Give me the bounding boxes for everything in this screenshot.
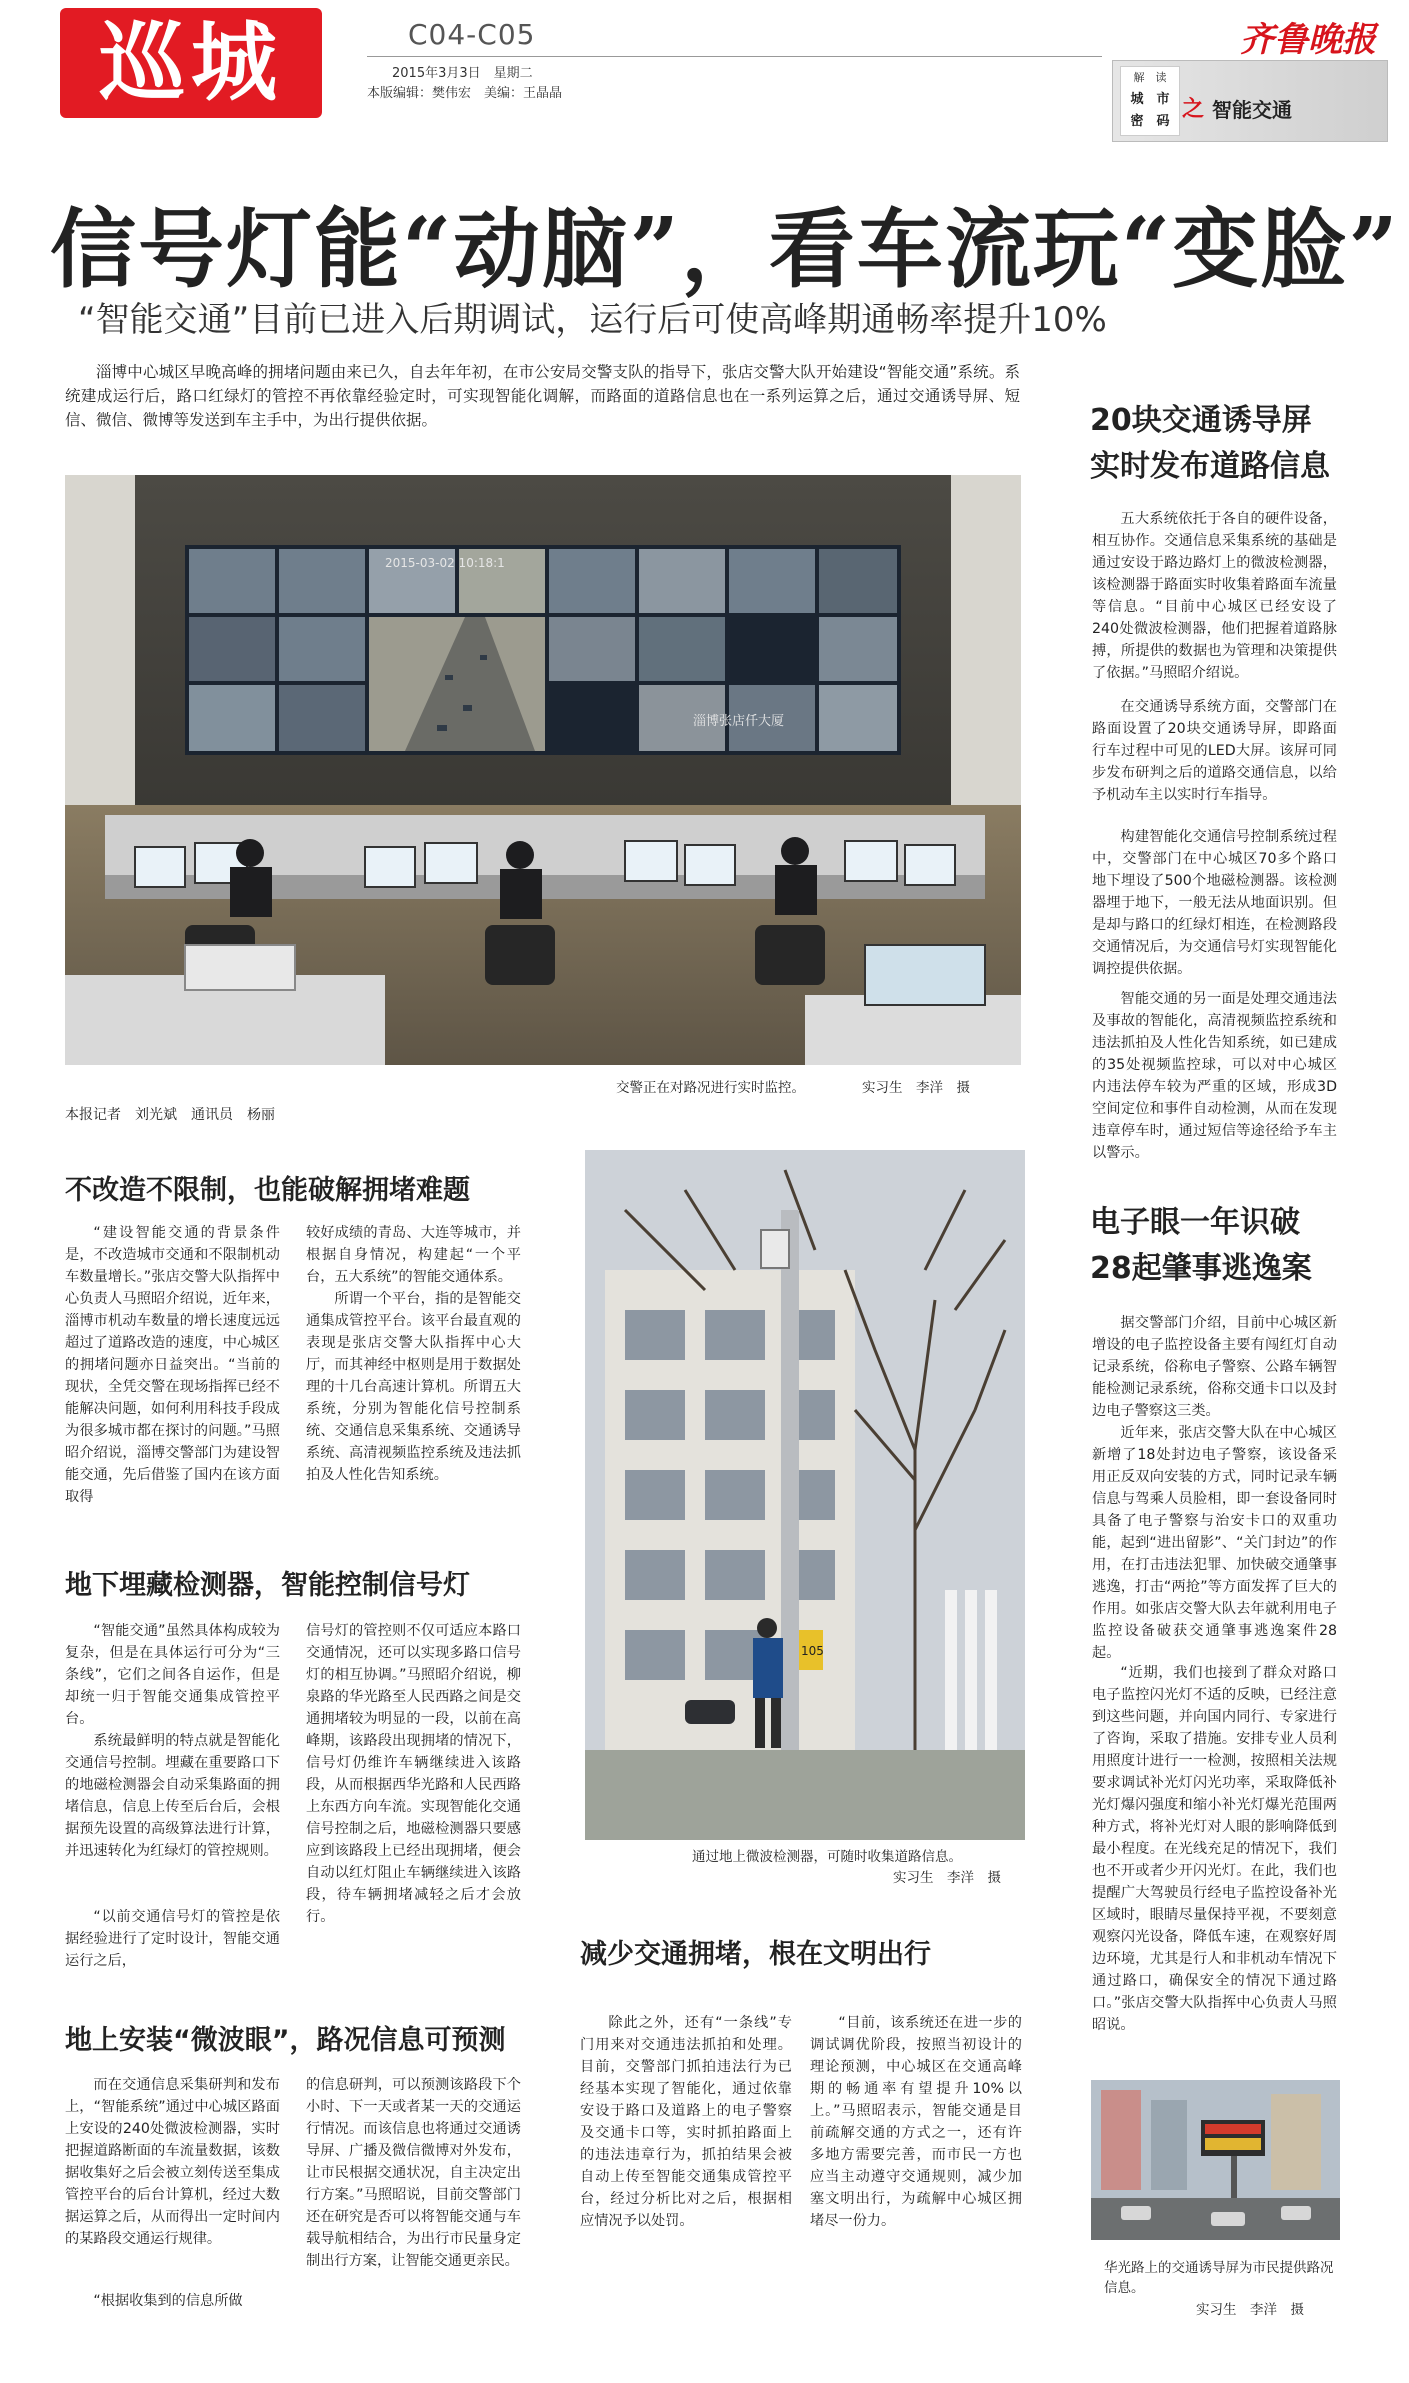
section3-col1a: 而在交通信息采集研判和发布上，“智能系统”通过中心城区路面上安设的240处微波检测器，实时把握道路断面的车流量数据，该数据收集好之后会被立刻传送至集成管控平台的后台计算机，经过大数据运算之后，从而得出一定时间内的某路段交通运行规律。 [65,2077,280,2247]
pole-sign-number: 105 [801,1644,824,1658]
series-tag [1120,66,1180,136]
photo3-credit: 实习生 李洋 摄 [1196,2302,1304,2318]
sidebar1-title [1090,398,1330,490]
sidebar2-p2: 近年来，张店交警大队在中心城区新增了18处封边电子警察，该设备采用正反双向安装的方式，同时记录车辆信息与驾乘人员脸相，即一套设备同时具备了电子警察与治安卡口的双重功能，起到“进出留影”、“关门封边”的作用，在打击违法犯罪、加快破交通肇事逃逸，打击“两抢”等方面发挥了巨大的作用。如张店交警大队去年就利用电子监控设备破获交通肇事逃逸案件28起。 [1092,1425,1337,1661]
street-scene-illustration [585,1150,1025,1840]
series-tag-line2: 城 市 [1130,92,1170,107]
lead-paragraph: 淄博中心城区早晚高峰的拥堵问题由来已久，自去年年初，在市公安局交警支队的指导下，张店交警大队开始建设“智能交通”系统。系统建成运行后，路口红绿灯的管控不再依靠经验定时，可实现智能化调解，而路面的道路信息也在一系列运算之后，通过交通诱导屏、短信、微信、微博等发送到车主手中，为出行提供依据。 [65,363,1020,429]
sidebar1-title-line1: 20块交通诱导屏 [1090,403,1312,438]
screen-timestamp: 2015-03-02 10:18:1 [385,556,505,570]
section2-col1c: “以前交通信号灯的管控是依据经验进行了定时设计，智能交通运行之后， [65,1909,280,1969]
photo3-caption: 华光路上的交通诱导屏为市民提供路况信息。 [1104,2260,1334,2296]
series-tag-line3: 密 码 [1130,114,1170,129]
section3-title: 地上安装“微波眼”，路况信息可预测 [65,2025,506,2056]
guidance-screen-photo [1091,2080,1340,2240]
photo2-credit: 实习生 李洋 摄 [893,1870,1001,1886]
section1-col1: “建设智能交通的背景条件是，不改造城市交通和不限制机动车数量增长。”张店交警大队指挥中心负责人马照昭介绍说，近年来，淄博市机动车数量的增长速度远远超过了道路改造的速度，中心城区的拥堵问题亦日益突出。“当前的现状，全凭交警在现场指挥已经不能解决问题，如何利用科技手段成为很多城市都在探讨的问题。”马照昭介绍说，淄博交警部门为建设智能交通，先后借鉴了国内在该方面取得 [65,1225,280,1505]
series-name: 智能交通 [1212,98,1292,122]
microwave-detector-photo [585,1150,1025,1840]
guidance-screen-illustration [1091,2080,1340,2240]
sidebar2-title-line1: 电子眼一年识破 [1090,1205,1300,1240]
series-tag-line1: 解 读 [1133,71,1167,84]
sidebar1-title-line2: 实时发布道路信息 [1090,449,1330,484]
sidebar1-p3: 构建智能化交通信号控制系统过程中，交警部门在中心城区70多个路口地下埋设了500个地磁检测器。该检测器埋于地下，一般无法从地面识别。但是却与路口的红绿灯相连，在检测路段交通情况后，为交通信号灯实现智能化调控提供依据。 [1092,829,1337,977]
section4-col2: “目前，该系统还在进一步的调试调优阶段，按照当初设计的理论预测，中心城区在交通高峰期的畅通率有望提升10%以上。”马照昭表示，智能交通是目前疏解交通的方式之一，还有许多地方需要完善，而市民一方也应当主动遵守交通规则，减少加塞文明出行，为疏解中心城区拥堵尽一份力。 [810,2015,1022,2229]
editor-credits: 本版编辑：樊伟宏 美编：王晶晶 [367,86,563,101]
section2-col1b: 系统最鲜明的特点就是智能化交通信号控制。埋藏在重要路口下的地磁检测器会自动采集路面的拥堵信息，信息上传至后台后，会根据预先设置的高级算法进行计算，并迅速转化为红绿灯的管控规则。 [65,1733,280,1859]
sidebar2-title-line2: 28起肇事逃逸案 [1090,1251,1312,1286]
subheadline: “智能交通”目前已进入后期调试，运行后可使高峰期通畅率提升10% [78,300,1107,340]
sidebar1-p2: 在交通诱导系统方面，交警部门在路面设置了20块交通诱导屏，即路面行车过程中可见的LED大屏。该屏可同步发布研判之后的道路交通信息，以给予机动车主以实时行车指导。 [1092,699,1337,803]
photo2-caption: 通过地上微波检测器，可随时收集道路信息。 [692,1849,962,1865]
screen-label: 淄博张店仟大厦 [693,714,785,729]
sidebar2-p3: “近期，我们也接到了群众对路口电子监控闪光灯不适的反映，已经注意到这些问题，并向国内同行、专家进行了咨询，采取了措施。安排专业人员利用照度计进行一一检测，按照相关法规要求调试补光灯闪光功率，采取降低补光灯爆闪强度和缩小补光灯爆光范围两种方式，将补光灯对人眼的影响降低到最小程度。在光线充足的情况下，我们也不开或者少开闪光灯。在此，我们也提醒广大驾驶员行经电子监控设备补光区域时，眼睛尽量保持平视，不要刻意观察闪光设备，降低车速，在观察好周边环境，尤其是行人和非机动车情况下通过路口，确保安全的情况下通过路口。”张店交警大队指挥中心负责人马照昭说。 [1092,1665,1337,2033]
main-headline: 信号灯能“动脑”，看车流玩“变脸” [50,199,1400,300]
section4-title: 减少交通拥堵，根在文明出行 [580,1939,931,1970]
section1-col2b: 所谓一个平台，指的是智能交通集成管控平台。该平台最直观的表现是张店交警大队指挥中心大厅，而其神经中枢则是用于数据处理的十几台高速计算机。所谓五大系统，分别为智能化信号控制系统、交通信息采集系统、交通诱导系统、高清视频监控系统及违法抓拍及人性化告知系统。 [306,1291,521,1483]
section2-col1a: “智能交通”虽然具体构成较为复杂，但是在具体运行可分为“三条线”，它们之间各自运作，但是却统一归于智能交通集成管控平台。 [65,1623,280,1727]
sidebar1-p1: 五大系统依托于各自的硬件设备，相互协作。交通信息采集系统的基础是通过安设于路边路灯上的微波检测器，该检测器于路面实时收集着路面车流量等信息。“目前中心城区已经安设了240处微波检测器，他们把握着道路脉搏，所提供的数据也为管理和决策提供了依据。”马照昭介绍说。 [1092,511,1337,681]
section2-col2: 信号灯的管控则不仅可适应本路口交通情况，还可以实现多路口信号灯的相互协调。”马照昭介绍说，柳泉路的华光路至人民西路之间是交通拥堵较为明显的一段，以前在高峰期，该路段出现拥堵的情况下，信号灯仍维许车辆继续进入该路段，从而根据西华光路和人民西路上东西方向车流。实现智能化交通信号控制之后，地磁检测器只要感应到该路段上已经出现拥堵，便会自动以红灯阻止车辆继续进入该路段，待车辆拥堵减轻之后才会放行。 [306,1623,521,1925]
issue-date: 2015年3月3日 星期二 [392,66,533,81]
page-range: C04-C05 [408,18,536,51]
control-room-photo [65,475,1021,1065]
section3-col2: 的信息研判，可以预测该路段下个小时、下一天或者某一天的交通运行情况。而该信息也将通过交通诱导屏、广播及微信微博对外发布，让市民根据交通状况，自主决定出行方案。”马照昭说，目前交警部门还在研究是否可以将智能交通与车载导航相结合，为出行市民量身定制出行方案，让智能交通更亲民。 [306,2077,521,2269]
section4-col1: 除此之外，还有“一条线”专门用来对交通违法抓拍和处理。目前，交警部门抓拍违法行为已经基本实现了智能化，通过依靠安设于路口及道路上的电子警察及交通卡口等，实时抓拍路面上的违法违章行为，抓拍结果会被自动上传至智能交通集成管控平台，经过分析比对之后，根据相应情况予以处罚。 [580,2015,792,2229]
photo1-credit: 实习生 李洋 摄 [862,1080,970,1096]
section2-title: 地下埋藏检测器，智能控制信号灯 [65,1570,470,1601]
newspaper-logo: 齐鲁晚报 [1240,20,1376,60]
section-brand-logo: 巡城 [60,8,322,118]
section1-title: 不改造不限制，也能破解拥堵难题 [65,1175,470,1206]
series-zhi: 之 [1182,97,1205,122]
sidebar1-p4: 智能交通的另一面是处理交通违法及事故的智能化，高清视频监控系统和违法抓拍及人性化告知系统，如已建成的35处视频监控球，可以对中心城区内违法停车较为严重的区域，形成3D空间定位和事件自动检测，从而在发现违章停车时，通过短信等途径给予车主以警示。 [1092,991,1337,1161]
byline: 本报记者 刘光斌 通讯员 杨丽 [65,1107,275,1123]
section3-col1b: “根据收集到的信息所做 [93,2293,243,2309]
section1-col2a: 较好成绩的青岛、大连等城市，并根据自身情况，构建起“一个平台，五大系统”的智能交通体系。 [306,1225,521,1285]
masthead-divider [367,56,1102,57]
sidebar2-p1: 据交警部门介绍，目前中心城区新增设的电子监控设备主要有闯红灯自动记录系统，俗称电子警察、公路车辆智能检测记录系统，俗称交通卡口以及封边电子警察这三类。 [1092,1315,1337,1419]
control-room-illustration [65,475,1021,1065]
sidebar2-title [1090,1200,1312,1292]
photo1-caption: 交警正在对路况进行实时监控。 [616,1080,805,1096]
